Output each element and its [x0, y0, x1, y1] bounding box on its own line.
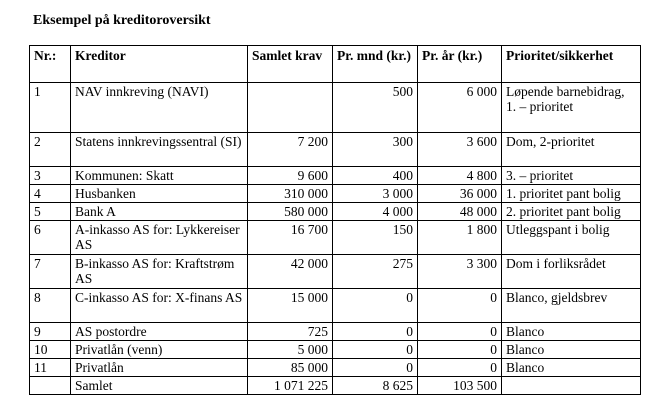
cell-samlet: 16 700 — [248, 221, 333, 255]
cell-samlet: 725 — [248, 323, 333, 341]
cell-nr: 9 — [30, 323, 71, 341]
cell-kreditor: NAV innkreving (NAVI) — [71, 83, 248, 133]
cell-nr: 8 — [30, 289, 71, 323]
total-prioritet — [502, 377, 641, 395]
document-title: Eksempel på kreditoroversikt — [33, 13, 211, 28]
cell-prioritet: 1. prioritet pant bolig — [502, 185, 641, 203]
cell-pr-mnd: 150 — [333, 221, 418, 255]
cell-prioritet: Utleggspant i bolig — [502, 221, 641, 255]
table-row — [30, 83, 641, 133]
cell-kreditor: AS postordre — [71, 323, 248, 341]
cell-pr-aar: 0 — [418, 289, 502, 323]
cell-samlet: 7 200 — [248, 133, 333, 167]
cell-pr-aar: 4 800 — [418, 167, 502, 185]
cell-prioritet: Blanco — [502, 359, 641, 377]
cell-samlet: 5 000 — [248, 341, 333, 359]
cell-samlet: 580 000 — [248, 203, 333, 221]
cell-pr-aar: 0 — [418, 359, 502, 377]
cell-kreditor: Bank A — [71, 203, 248, 221]
cell-prioritet: Dom i forliksrådet — [502, 255, 641, 289]
cell-nr: 1 — [30, 83, 71, 133]
header-prioritet: Prioritet/sikkerhet — [502, 46, 641, 83]
cell-pr-aar: 36 000 — [418, 185, 502, 203]
cell-pr-mnd: 0 — [333, 359, 418, 377]
cell-prioritet: 3. – prioritet — [502, 167, 641, 185]
cell-pr-mnd: 3 000 — [333, 185, 418, 203]
table-row — [30, 185, 641, 203]
header-pr-aar: Pr. år (kr.) — [418, 46, 502, 83]
creditor-table — [29, 45, 641, 395]
total-nr — [30, 377, 71, 395]
cell-kreditor: Statens innkrevingssentral (SI) — [71, 133, 248, 167]
cell-pr-mnd: 0 — [333, 289, 418, 323]
cell-nr: 4 — [30, 185, 71, 203]
cell-prioritet: Blanco — [502, 323, 641, 341]
cell-samlet: 9 600 — [248, 167, 333, 185]
cell-prioritet: 2. prioritet pant bolig — [502, 203, 641, 221]
cell-pr-aar: 3 300 — [418, 255, 502, 289]
cell-samlet: 85 000 — [248, 359, 333, 377]
cell-nr: 6 — [30, 221, 71, 255]
cell-kreditor: Kommunen: Skatt — [71, 167, 248, 185]
cell-samlet — [248, 83, 333, 133]
cell-kreditor: A-inkasso AS for: Lykkereiser AS — [71, 221, 248, 255]
total-row — [30, 377, 641, 395]
cell-nr: 5 — [30, 203, 71, 221]
table-header-row — [30, 46, 641, 83]
cell-pr-aar: 6 000 — [418, 83, 502, 133]
cell-samlet: 42 000 — [248, 255, 333, 289]
header-pr-mnd: Pr. mnd (kr.) — [333, 46, 418, 83]
cell-pr-aar: 1 800 — [418, 221, 502, 255]
cell-prioritet: Dom, 2-prioritet — [502, 133, 641, 167]
cell-kreditor: Privatlån (venn) — [71, 341, 248, 359]
cell-pr-aar: 48 000 — [418, 203, 502, 221]
cell-kreditor: Privatlån — [71, 359, 248, 377]
header-nr: Nr.: — [30, 46, 71, 83]
cell-pr-mnd: 0 — [333, 323, 418, 341]
cell-nr: 7 — [30, 255, 71, 289]
cell-samlet: 310 000 — [248, 185, 333, 203]
table-row — [30, 221, 641, 255]
cell-pr-mnd: 300 — [333, 133, 418, 167]
total-samlet: 1 071 225 — [248, 377, 333, 395]
cell-pr-mnd: 0 — [333, 341, 418, 359]
cell-nr: 11 — [30, 359, 71, 377]
table-row — [30, 359, 641, 377]
cell-prioritet: Blanco — [502, 341, 641, 359]
table-row — [30, 341, 641, 359]
table-row — [30, 323, 641, 341]
header-samlet-krav: Samlet krav — [248, 46, 333, 83]
table-row — [30, 255, 641, 289]
cell-pr-mnd: 400 — [333, 167, 418, 185]
table-row — [30, 133, 641, 167]
cell-kreditor: B-inkasso AS for: Kraftstrøm AS — [71, 255, 248, 289]
cell-samlet: 15 000 — [248, 289, 333, 323]
cell-nr: 3 — [30, 167, 71, 185]
total-pr-aar: 103 500 — [418, 377, 502, 395]
cell-nr: 2 — [30, 133, 71, 167]
cell-pr-aar: 0 — [418, 323, 502, 341]
cell-pr-aar: 3 600 — [418, 133, 502, 167]
cell-kreditor: Husbanken — [71, 185, 248, 203]
cell-prioritet: Blanco, gjeldsbrev — [502, 289, 641, 323]
cell-nr: 10 — [30, 341, 71, 359]
cell-pr-mnd: 4 000 — [333, 203, 418, 221]
header-kreditor: Kreditor — [71, 46, 248, 83]
cell-pr-mnd: 500 — [333, 83, 418, 133]
table-row — [30, 289, 641, 323]
total-pr-mnd: 8 625 — [333, 377, 418, 395]
table-row — [30, 167, 641, 185]
cell-prioritet: Løpende barnebidrag, 1. – prioritet — [502, 83, 641, 133]
cell-kreditor: C-inkasso AS for: X-finans AS — [71, 289, 248, 323]
total-label: Samlet — [71, 377, 248, 395]
cell-pr-mnd: 275 — [333, 255, 418, 289]
cell-pr-aar: 0 — [418, 341, 502, 359]
table-row — [30, 203, 641, 221]
